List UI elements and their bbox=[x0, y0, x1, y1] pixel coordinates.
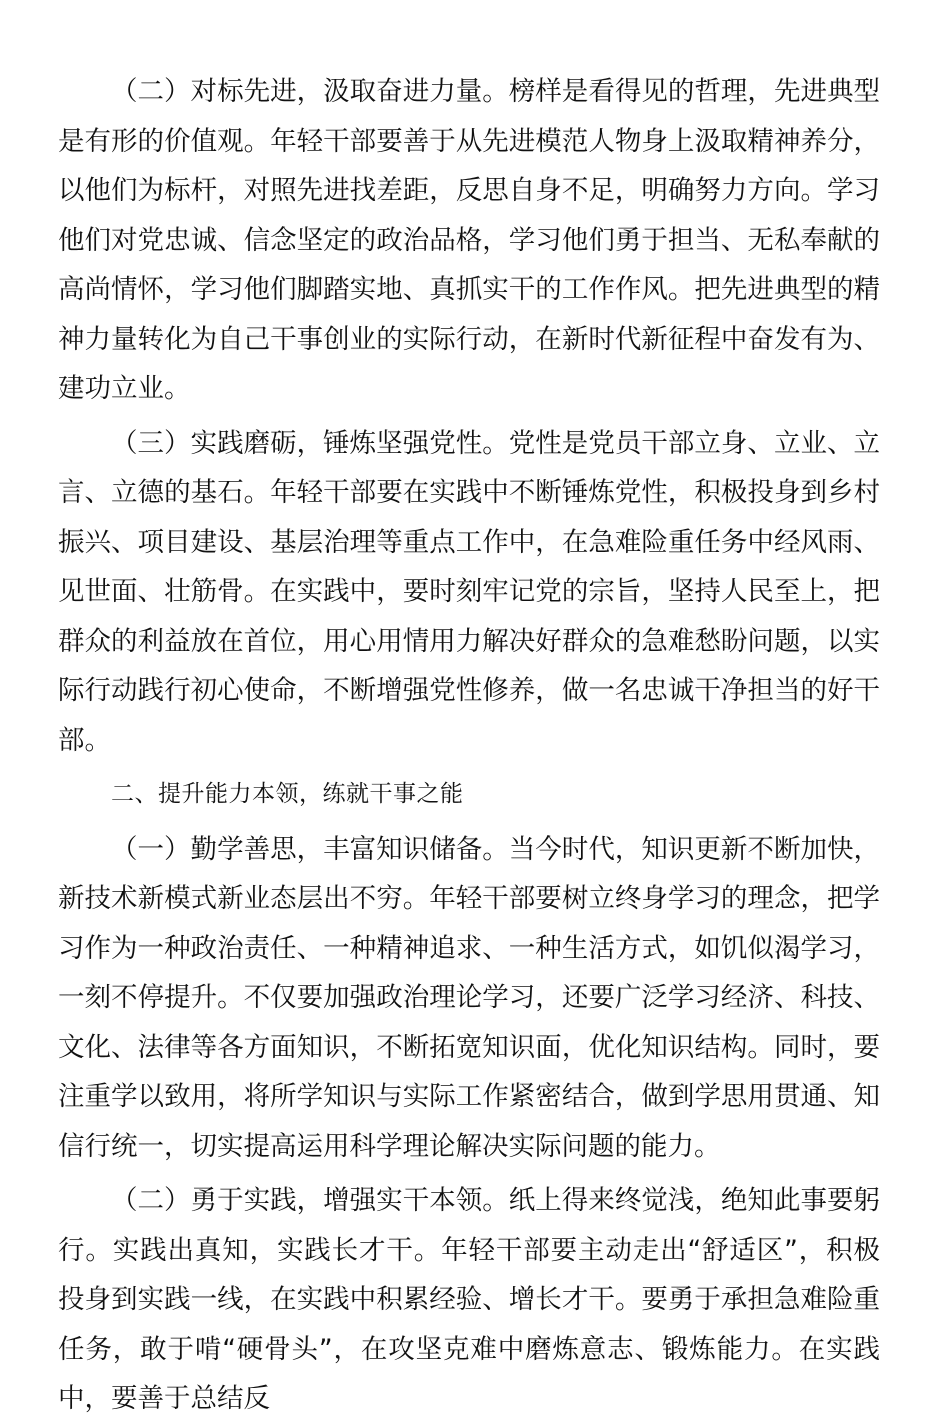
paragraph-brave-practice: （二）勇于实践，增强实干本领。纸上得来终觉浅，绝知此事要躬行。实践出真知，实践长才干。年轻干部要主动走出“舒适区”，积极投身到实践一线，在实践中积累经验、增长才干。要勇于承担急难险重任务，敢于啃“硬骨头”，在攻坚克难中磨炼意志、锻炼能力。在实践中，要善于总结反 bbox=[58, 1185, 880, 1414]
paragraph-diligent-study: （一）勤学善思，丰富知识储备。当今时代，知识更新不断加快，新技术新模式新业态层出不穷。年轻干部要树立终身学习的理念，把学习作为一种政治责任、一种精神追求、一种生活方式，如饥似渴学习，一刻不停提升。不仅要加强政治理论学习，还要广泛学习经济、科技、文化、法律等各方面知识，不断拓宽知识面，优化知识结构。同时，要注重学以致用，将所学知识与实际工作紧密结合，做到学思用贯通、知信行统一，切实提高运用科学理论解决实际问题的能力。 bbox=[58, 833, 880, 1162]
paragraph-practice-temper: （三）实践磨砺，锤炼坚强党性。党性是党员干部立身、立业、立言、立德的基石。年轻干部要在实践中不断锤炼党性，积极投身到乡村振兴、项目建设、基层治理等重点工作中，在急难险重任务中经风雨、见世面、壮筋骨。在实践中，要时刻牢记党的宗旨，坚持人民至上，把群众的利益放在首位，用心用情用力解决好群众的急难愁盼问题，以实际行动践行初心使命，不断增强党性修养，做一名忠诚干净担当的好干部。 bbox=[58, 427, 880, 756]
paragraph-benchmark-advanced: （二）对标先进，汲取奋进力量。榜样是看得见的哲理，先进典型是有形的价值观。年轻干部要善于从先进模范人物身上汲取精神养分，以他们为标杆，对照先进找差距，反思自身不足，明确努力方向。学习他们对党忠诚、信念坚定的政治品格，学习他们勇于担当、无私奉献的高尚情怀，学习他们脚踏实地、真抓实干的工作作风。把先进典型的精神力量转化为自己干事创业的实际行动，在新时代新征程中奋发有为、建功立业。 bbox=[58, 76, 880, 404]
section-heading-improve-ability: 二、提升能力本领，练就干事之能 bbox=[111, 781, 464, 807]
